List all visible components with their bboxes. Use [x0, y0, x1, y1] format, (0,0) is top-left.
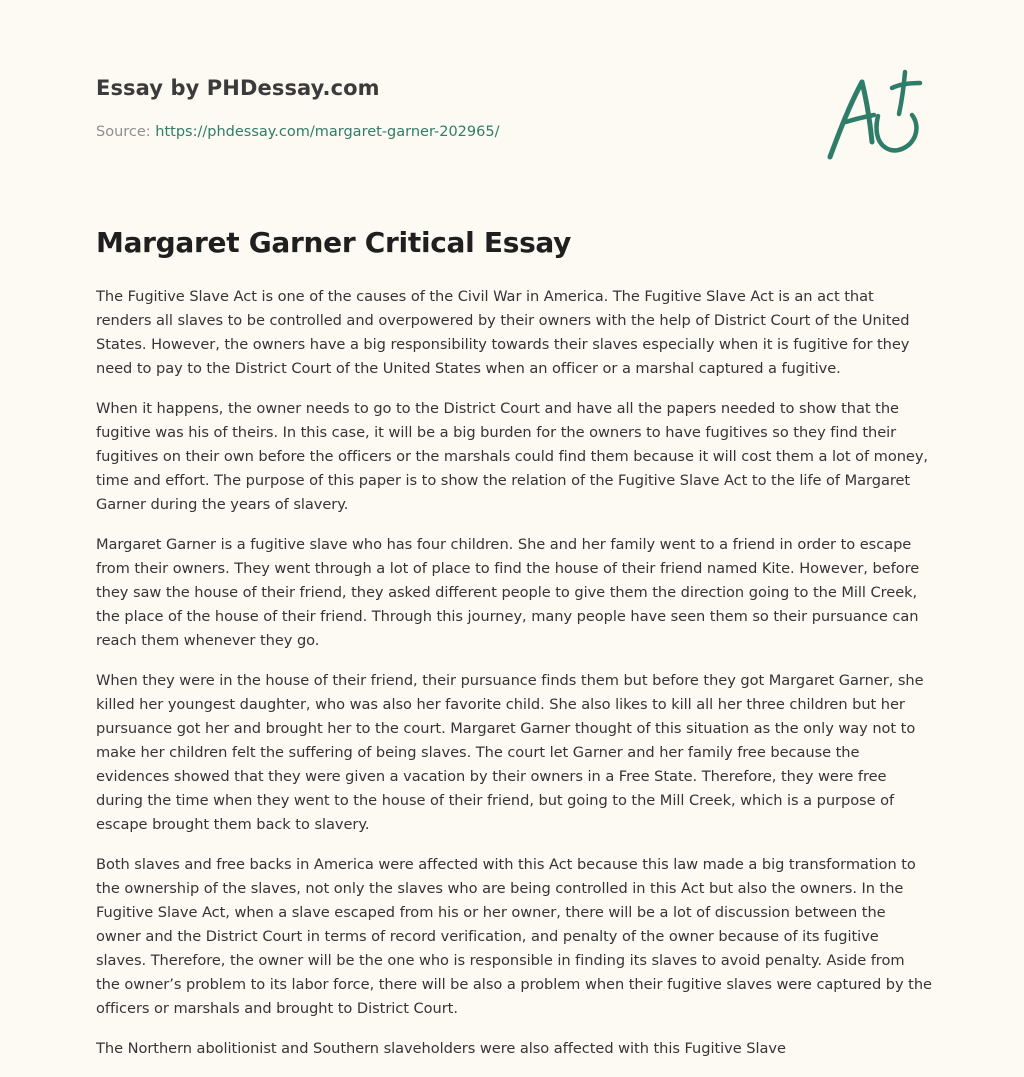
- essay-paragraph: The Fugitive Slave Act is one of the causes of the Civil War in America. The Fugitive Slave Act is an act that renders all slaves to be controlled and overpowered by their owners with the help of District Court of the United States. However, the owners have a big responsibility towards their slaves especially when it is fugitive for they need to pay to the District Court of the United States when an officer or a marshal captured a fugitive.: [96, 288, 910, 377]
- essay-paragraph: Margaret Garner is a fugitive slave who has four children. She and her family went to a friend in order to escape from their owners. They went through a lot of place to find the house of their friend named Kite. However, before they saw the house of their friend, they asked different people to give them the direction going to the Mill Creek, the place of the house of their friend. Through this journey, many people have seen them so their pursuance can reach them whenever they go.: [96, 536, 920, 649]
- essay-body: [96, 285, 932, 1077]
- essay-paragraph: Both slaves and free backs in America were affected with this Act because this law made a big transformation to the ownership of the slaves, not only the slaves who are being controlled in this Act but also the owners. In the Fugitive Slave Act, when a slave escaped from his or her owner, there will be a lot of discussion between the owner and the District Court in terms of record verification, and penalty of the owner because of its fugitive slaves. Therefore, the owner will be the one who is responsible in finding its slaves to avoid penalty. Aside from the owner’s problem to its labor force, there will be also a problem when their fugitive slaves were captured by the officers or marshals and brought to District Court.: [96, 856, 932, 1017]
- essay-paragraph: When they were in the house of their friend, their pursuance finds them but before they got Margaret Garner, she killed her youngest daughter, who was also her favorite child. She also likes to kill all her three children but her pursuance got her and brought her to the court. Margaret Garner thought of this situation as the only way not to make her children felt the suffering of being slaves. The court let Garner and her family free because the evidences showed that they were given a vacation by their owners in a Free State. Therefore, they were free during the time when they went to the house of their friend, but going to the Mill Creek, which is a purpose of escape brought them back to slavery.: [96, 672, 924, 833]
- essay-paragraph: When it happens, the owner needs to go to the District Court and have all the papers needed to show that the fugitive was his of theirs. In this case, it will be a big burden for the owners to have fugitives so they find their fugitives on their own before the officers or the marshals could find them because it will cost them a lot of money, time and effort. The purpose of this paper is to show the relation of the Fugitive Slave Act to the life of Margaret Garner during the years of slavery.: [96, 400, 929, 513]
- site-title: Essay by PHDessay.com: [96, 76, 380, 100]
- source-label: Source:: [96, 124, 156, 140]
- essay-paragraph: The Northern abolitionist and Southern slaveholders were also affected with this Fugitive Slave: [96, 1040, 786, 1057]
- source-link[interactable]: https://phdessay.com/margaret-garner-202965/: [155, 124, 500, 140]
- a-plus-grade-logo-icon: [820, 68, 928, 164]
- essay-title: Margaret Garner Critical Essay: [96, 226, 572, 259]
- source-line: [96, 124, 499, 140]
